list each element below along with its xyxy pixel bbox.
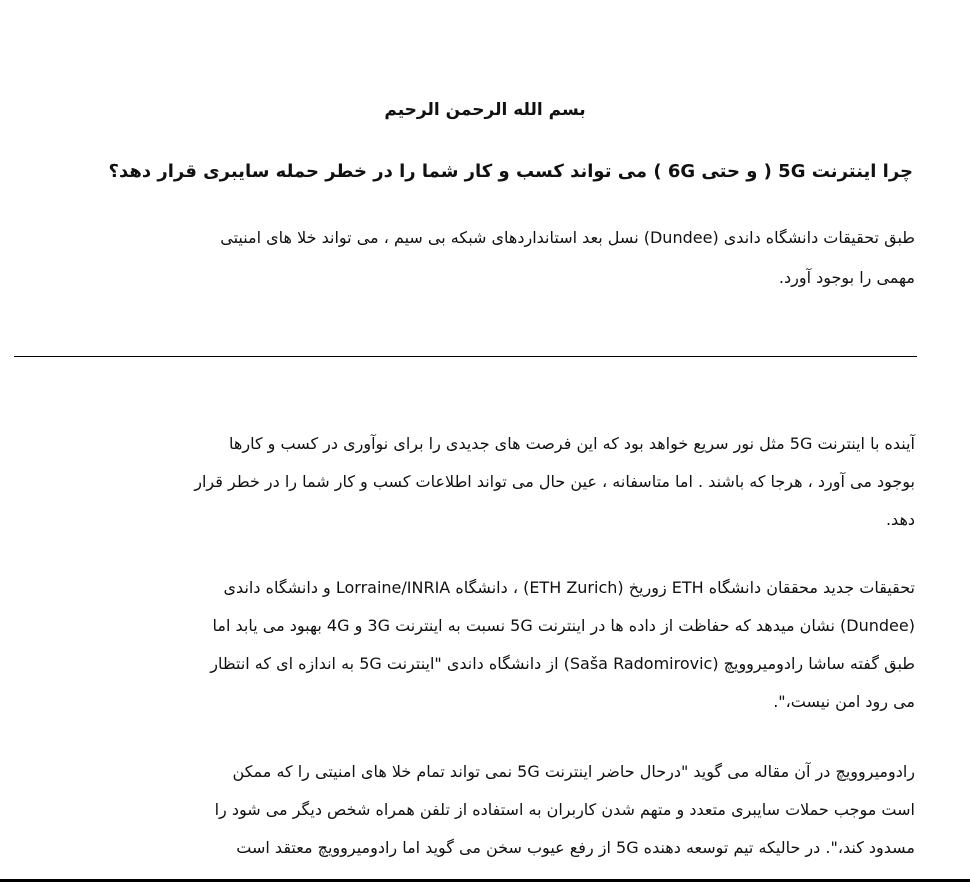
body-paragraph-3 (15, 753, 915, 867)
intro-line: طبق تحقیقات دانشگاه داندی (Dundee) نسل بعد استانداردهای شبکه بی سیم ، می تواند خلا های امنیتی (220, 228, 915, 247)
paragraph-line: (Dundee) نشان میدهد که حفاظت از داده ها در اینترنت 5G نسبت به اینترنت 3G و 4G بهبود می یابد اما (212, 616, 915, 635)
body-paragraph-2 (15, 569, 915, 721)
paragraph-line: دهد. (885, 510, 915, 529)
paragraph-line: رادومیروویچ در آن مقاله می گوید "درحال حاضر اینترنت 5G نمی تواند تمام خلا های امنیتی را که ممکن (232, 762, 915, 781)
horizontal-divider (14, 356, 917, 357)
paragraph-line: بوجود می آورد ، هرجا که باشند . اما متاسفانه ، عین حال می تواند اطلاعات کسب و کار شما را در خطر قرار (194, 472, 915, 491)
paragraph-line: طبق گفته ساشا رادومیروویچ (Saša Radomirovic) از دانشگاه داندی "اینترنت 5G به اندازه ای که انتظار (210, 654, 915, 673)
paragraph-line: آینده با اینترنت 5G مثل نور سریع خواهد بود که این فرصت های جدیدی را برای نوآوری در کسب و کارها (229, 434, 915, 453)
intro-line: مهمی را بوجود آورد. (778, 268, 915, 287)
article-title: چرا اینترنت 5G ( و حتی 6G ) می تواند کسب و کار شما را در خطر حمله سایبری قرار دهد؟ (108, 161, 913, 182)
body-paragraph-1 (15, 425, 915, 539)
paragraph-line: است موجب حملات سایبری متعدد و متهم شدن کاربران به استفاده از تلفن همراه شخص دیگر می شود را (214, 800, 915, 819)
paragraph-line: مسدود کند،". در حالیکه تیم توسعه دهنده 5G از رفع عیوب سخن می گوید اما رادومیروویچ معتقد است (236, 838, 915, 857)
paragraph-line: تحقیقات جدید محققان دانشگاه ETH زوریخ (ETH Zurich) ، دانشگاه Lorraine/INRIA و دانشگاه داندی (223, 578, 915, 597)
bismillah-heading: بسم الله الرحمن الرحیم (384, 100, 586, 120)
paragraph-line: می رود امن نیست،". (773, 692, 915, 711)
intro-paragraph (35, 218, 915, 298)
